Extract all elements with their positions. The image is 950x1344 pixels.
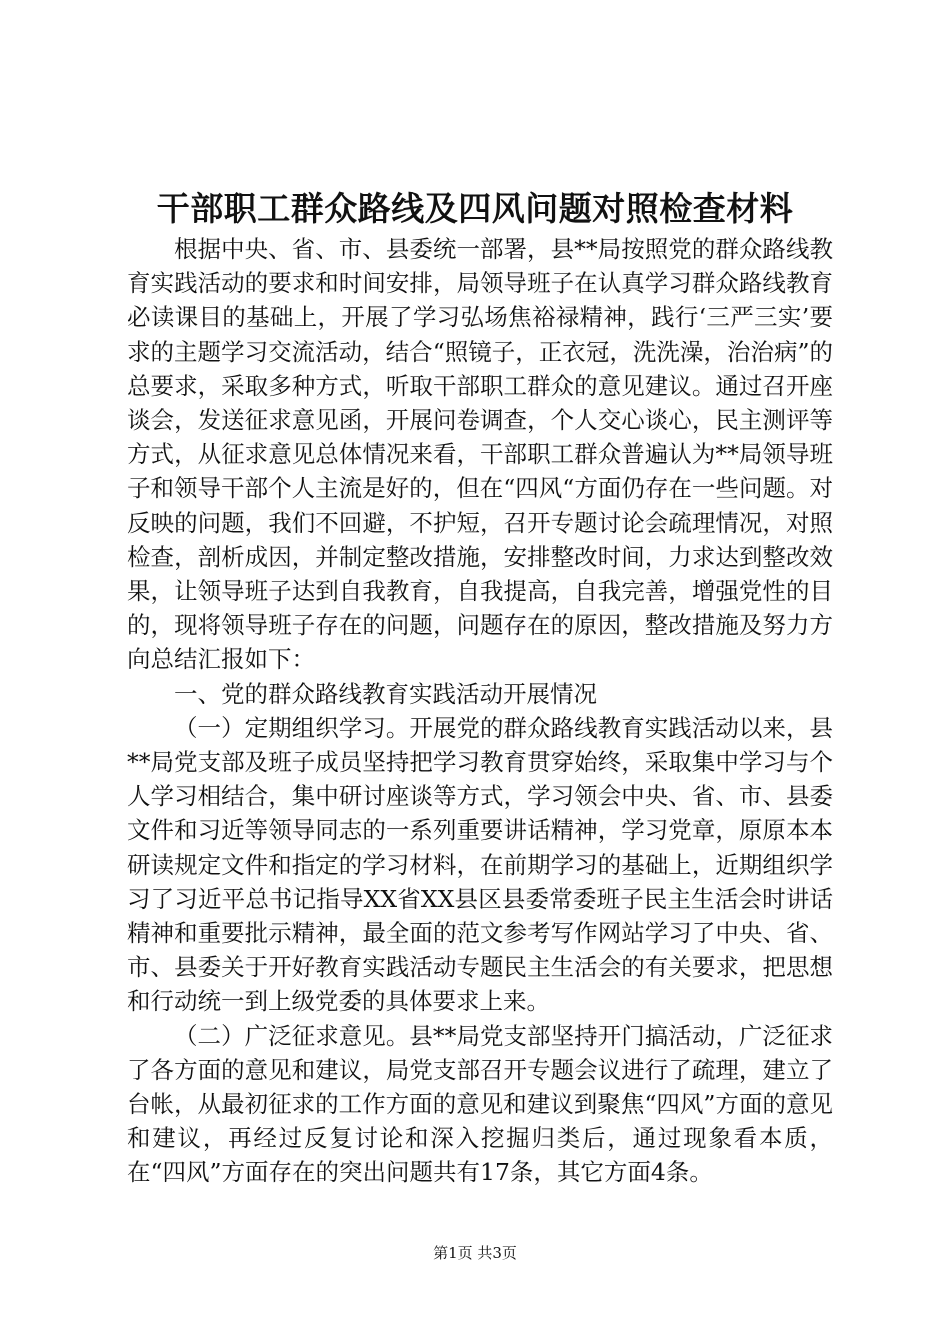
section-heading: 一、党的群众路线教育实践活动开展情况 (174, 679, 597, 708)
page-number-footer: 第1页 共3页 (433, 1244, 517, 1262)
intro-paragraph: 根据中央、省、市、县委统一部署，县**局按照党的群众路线教育实践活动的要求和时间安排，局领导班子在认真学习群众路线教育必读课目的基础上，开展了学习弘场焦裕禄精神，践行‘三严三实’要求的主题学习交流活动，结合“照镜子，正衣冠，洗洗澡，治治病”的总要求，采取多种方式，听取干部职工群众的意见建议。通过召开座谈会，发送征求意见函，开展问卷调查，个人交心谈心，民主测评等方式，从征求意见总体情况来看，干部职工群众普遍认为**局领导班子和领导干部个人主流是好的，但在“四风“方面仍存在一些问题。对反映的问题，我们不回避，不护短，召开专题讨论会疏理情况，对照检查，剖析成因，并制定整改措施，安排整改时间，力求达到整改效果，让领导班子达到自我教育，自我提高，自我完善，增强党性的目的，现将领导班子存在的问题，问题存在的原因，整改措施及努力方向总结汇报如下： (127, 235, 833, 674)
opinions-paragraph: （二）广泛征求意见。县**局党支部坚持开门搞活动，广泛征求了各方面的意见和建议，局党支部召开专题会议进行了疏理，建立了台帐，从最初征求的工作方面的意见和建议到聚焦“四风”方面的意见和建议，再经过反复讨论和深入挖掘归类后，通过现象看本质，在“四风”方面存在的突出问题共有17条，其它方面4条。 (127, 1021, 833, 1187)
document-body (127, 232, 833, 1190)
study-paragraph: （一）定期组织学习。开展党的群众路线教育实践活动以来，县**局党支部及班子成员坚持把学习教育贯穿始终，采取集中学习与个人学习相结合，集中研讨座谈等方式，学习领会中央、省、市、县委文件和习近等领导同志的一系列重要讲话精神，学习党章，原原本本研读规定文件和指定的学习材料，在前期学习的基础上，近期组织学习了习近平总书记指导XX省XX县区县委常委班子民主生活会时讲话精神和重要批示精神，最全面的范文参考写作网站学习了中央、省、市、县委关于开好教育实践活动专题民主生活会的有关要求，把思想和行动统一到上级党委的具体要求上来。 (127, 713, 833, 1016)
document-title: 干部职工群众路线及四风问题对照检查材料 (156, 189, 794, 228)
